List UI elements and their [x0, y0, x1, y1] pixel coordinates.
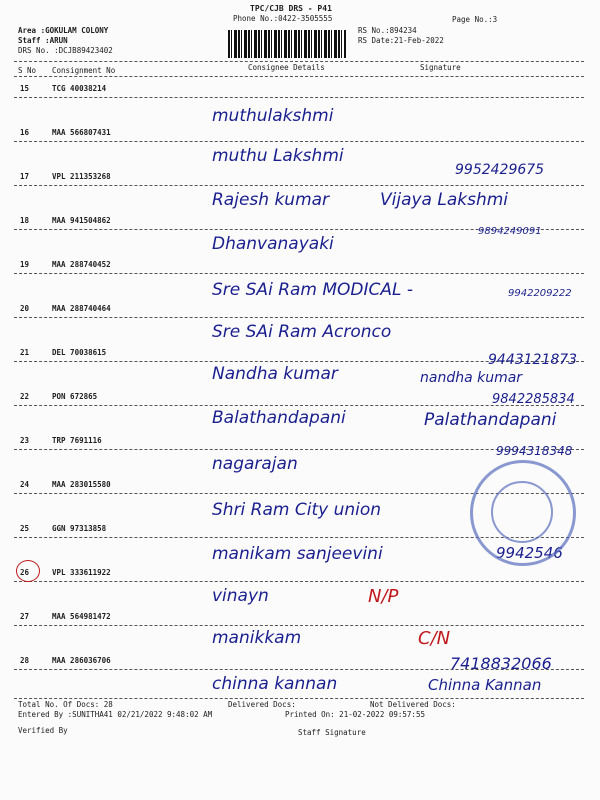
- total-docs: Total No. Of Docs: 28: [18, 700, 113, 709]
- row-sno: 23: [20, 436, 30, 445]
- handwritten-name: nagarajan: [212, 454, 298, 474]
- staff-label: Staff :ARUN: [18, 36, 68, 45]
- row-divider: [14, 97, 584, 98]
- handwritten-name: Rajesh kumar: [212, 190, 330, 210]
- row-divider: [14, 185, 584, 186]
- company-stamp: [470, 460, 576, 566]
- row-sno: 21: [20, 348, 30, 357]
- row-consignment-no: PON 672865: [52, 392, 98, 401]
- row-sno: 20: [20, 304, 30, 313]
- handwritten-name: manikkam: [212, 628, 302, 648]
- row-sno: 16: [20, 128, 30, 137]
- row-consignment-no: MAA 286036706: [52, 656, 111, 665]
- row-sno: 22: [20, 392, 30, 401]
- handwritten-name: Vijaya Lakshmi: [380, 190, 509, 210]
- row-divider: [14, 625, 584, 626]
- row-sno: 15: [20, 84, 30, 93]
- handwritten-remark: N/P: [368, 586, 399, 607]
- row-consignment-no: MAA 564981472: [52, 612, 111, 621]
- row-sno: 18: [20, 216, 30, 225]
- rs-number: RS No.:894234: [358, 26, 417, 35]
- handwritten-phone: 9994318348: [496, 444, 573, 458]
- row-sno: 17: [20, 172, 30, 181]
- col-sno: S No: [18, 66, 37, 75]
- handwritten-remark: C/N: [418, 628, 451, 649]
- row-consignment-no: VPL 211353268: [52, 172, 111, 181]
- handwritten-phone: 9942546: [496, 544, 563, 562]
- row-divider: [14, 141, 584, 142]
- row-sno: 26: [20, 568, 30, 577]
- not-delivered-docs: Not Delivered Docs:: [370, 700, 456, 709]
- footer-divider: [14, 698, 584, 699]
- handwritten-name: Shri Ram City union: [212, 500, 382, 520]
- handwritten-name: Nandha kumar: [212, 364, 338, 384]
- row-divider: [14, 273, 584, 274]
- handwritten-name: chinna kannan: [212, 674, 338, 694]
- handwritten-name: muthu Lakshmi: [212, 146, 344, 166]
- row-sno: 19: [20, 260, 30, 269]
- handwritten-phone: 9942209222: [508, 288, 572, 299]
- row-consignment-no: TCG 40038214: [52, 84, 107, 93]
- row-divider: [14, 581, 584, 582]
- header-divider-top: [14, 61, 584, 62]
- delivered-docs: Delivered Docs:: [228, 700, 296, 709]
- phone-number: Phone No.:0422-3505555: [233, 14, 333, 23]
- entered-by: Entered By :SUNITHA41 02/21/2022 9:48:02 AM: [18, 710, 213, 719]
- row-consignment-no: MAA 283015580: [52, 480, 111, 489]
- row-26-circle-mark: [16, 560, 40, 582]
- row-consignment-no: DEL 70038615: [52, 348, 107, 357]
- row-sno: 27: [20, 612, 30, 621]
- handwritten-name: Sre SAi Ram MODICAL -: [212, 280, 414, 300]
- handwritten-signature: Palathandapani: [424, 410, 557, 430]
- area-label: Area :GOKULAM COLONY: [18, 26, 109, 35]
- header-divider-bottom: [14, 76, 584, 77]
- row-consignment-no: VPL 333611922: [52, 568, 111, 577]
- handwritten-name: Dhanvanayaki: [212, 234, 334, 254]
- row-consignment-no: MAA 288740464: [52, 304, 111, 313]
- verified-by: Verified By: [18, 726, 68, 735]
- col-consignment: Consignment No: [52, 66, 116, 75]
- row-consignment-no: MAA 566807431: [52, 128, 111, 137]
- drs-number: DRS No. :DCJB89423402: [18, 46, 113, 55]
- handwritten-signature: Chinna Kannan: [428, 676, 542, 694]
- handwritten-name: manikam sanjeevini: [212, 544, 383, 564]
- row-sno: 28: [20, 656, 30, 665]
- handwritten-name: muthulakshmi: [212, 106, 334, 126]
- doc-title: TPC/CJB DRS - P41: [250, 4, 332, 13]
- row-consignment-no: GGN 97313858: [52, 524, 107, 533]
- printed-on: Printed On: 21-02-2022 09:57:55: [285, 710, 425, 719]
- row-consignment-no: TRP 7691116: [52, 436, 102, 445]
- handwritten-phone: 7418832066: [450, 654, 552, 673]
- handwritten-name: vinayn: [212, 586, 269, 606]
- col-signature: Signature: [420, 63, 461, 72]
- handwritten-signature: nandha kumar: [420, 370, 523, 386]
- handwritten-phone: 9842285834: [492, 392, 575, 407]
- col-consignee: Consignee Details: [248, 63, 325, 72]
- page-number: Page No.:3: [452, 15, 498, 24]
- rs-date: RS Date:21-Feb-2022: [358, 36, 444, 45]
- handwritten-name: Sre SAi Ram Acronco: [212, 322, 392, 342]
- row-sno: 25: [20, 524, 30, 533]
- handwritten-phone: 9894249091: [478, 226, 542, 237]
- row-sno: 24: [20, 480, 30, 489]
- handwritten-phone: 9443121873: [488, 352, 578, 368]
- handwritten-phone: 9952429675: [455, 162, 545, 178]
- row-divider: [14, 317, 584, 318]
- row-consignment-no: MAA 288740452: [52, 260, 111, 269]
- handwritten-name: Balathandapani: [212, 408, 346, 428]
- row-consignment-no: MAA 941504862: [52, 216, 111, 225]
- staff-signature-label: Staff Signature: [298, 728, 366, 737]
- barcode: [228, 30, 346, 58]
